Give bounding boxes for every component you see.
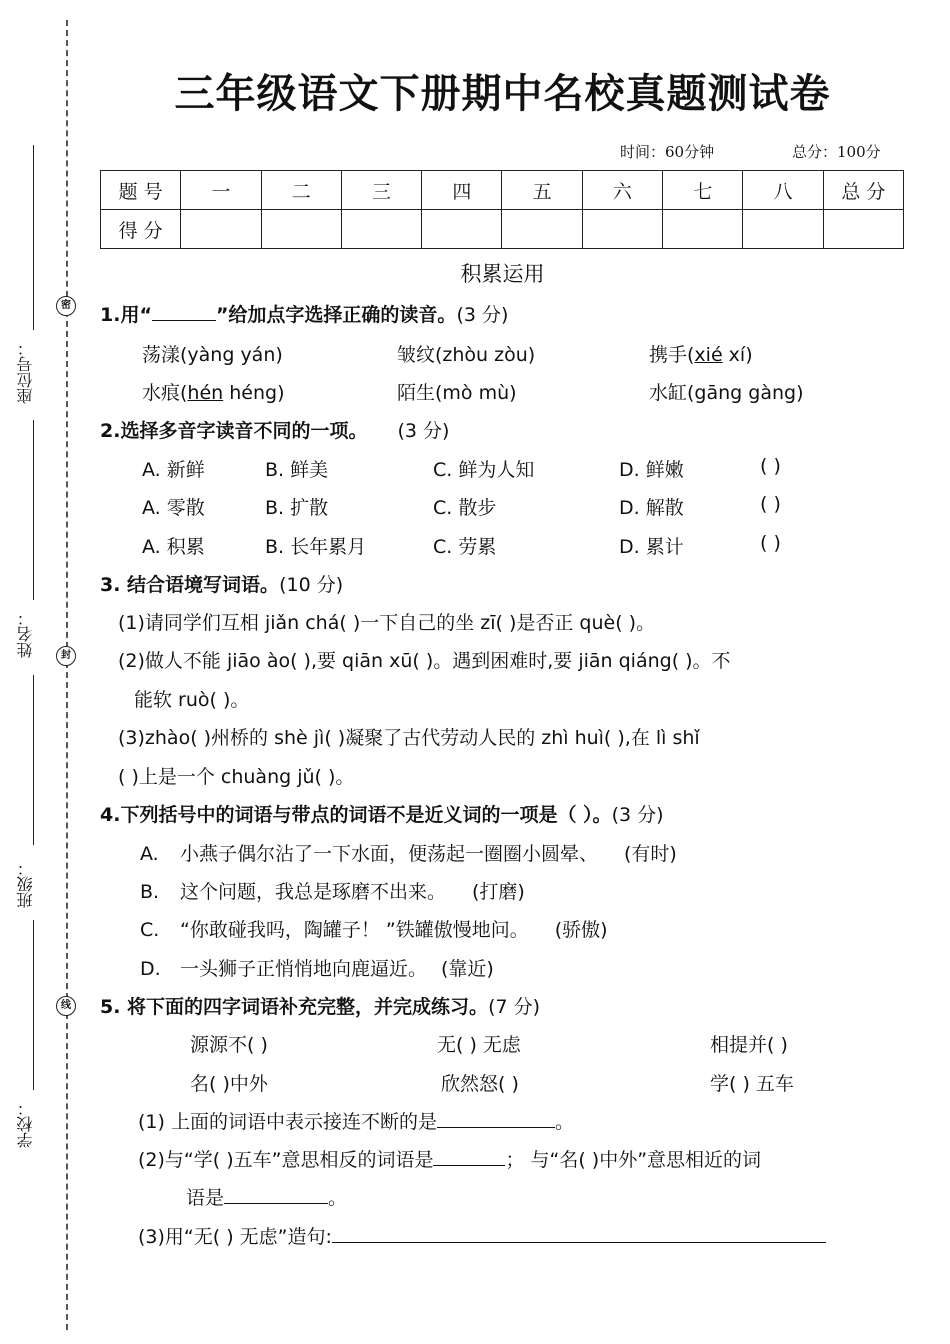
q2-option: B. 鲜美 xyxy=(265,459,329,481)
binding-dashed-line xyxy=(66,20,68,1330)
q4-option: C. “你敢碰我吗，陶罐子！ ”铁罐傲慢地问。 (骄傲) xyxy=(140,919,608,941)
score-row-label: 得 分 xyxy=(101,210,181,249)
q2-answer-slot[interactable]: ( ) xyxy=(760,493,781,515)
q4-option: D. 一头狮子正悄悄地向鹿逼近。 (靠近) xyxy=(140,958,494,980)
q1-points: (3 分) xyxy=(456,304,509,326)
score-header-cell: 题 号 xyxy=(101,171,181,210)
q3-title: 3. 结合语境写词语。(10 分) xyxy=(100,574,344,596)
name-line-top xyxy=(33,420,34,600)
q2-option: D. 鲜嫩 xyxy=(619,459,684,481)
class-label: 班级： xyxy=(16,860,35,908)
q5-sub2-cont: 语是 。 xyxy=(186,1187,348,1209)
exam-total: 总分：100分 xyxy=(792,143,881,161)
q4-option: B. 这个问题，我总是琢磨不出来。 (打磨) xyxy=(140,881,525,903)
q5-sub1: (1) 上面的词语中表示接连不断的是 。 xyxy=(138,1111,574,1133)
q3-line[interactable]: (2)做人不能 jiāo ào( ),要 qiān xū( )。遇到困难时,要 jiān qiáng( )。不 xyxy=(118,650,731,672)
score-header-cell: 三 xyxy=(341,171,421,210)
q1-item: 水缸(gāng gàng) xyxy=(649,382,804,404)
q1-item: 皱纹(zhòu zòu) xyxy=(397,344,536,366)
q2-option: C. 鲜为人知 xyxy=(433,459,535,481)
score-table-header-row xyxy=(101,171,904,210)
q1-title xyxy=(100,300,508,327)
q2-answer-slot[interactable]: ( ) xyxy=(760,455,781,477)
score-table-score-row xyxy=(101,210,904,249)
score-header-cell: 七 xyxy=(663,171,743,210)
q5-sub2: (2)与“学( )五车”意思相反的词语是 ； 与“名( )中外”意思相近的词 xyxy=(138,1149,762,1171)
q1-item: 携手(xié xí) xyxy=(649,344,753,366)
q4-title: 4.下列括号中的词语与带点的词语不是近义词的一项是（ ）。(3 分) xyxy=(100,804,664,826)
q5-word[interactable]: 学( ) 五车 xyxy=(710,1073,794,1095)
q1-title-blank xyxy=(152,302,216,321)
q2-title: 2.选择多音字读音不同的一项。 (3 分) xyxy=(100,420,450,442)
score-header-cell: 总 分 xyxy=(823,171,903,210)
school-line-top xyxy=(33,920,34,1090)
section-title: 积累运用 xyxy=(460,262,545,286)
q2-answer-slot[interactable]: ( ) xyxy=(760,532,781,554)
seat-number-line xyxy=(33,145,34,330)
seal-feng: 封 xyxy=(56,646,76,666)
score-cell[interactable] xyxy=(502,210,582,249)
score-header-cell: 八 xyxy=(743,171,823,210)
q3-line[interactable]: (1)请同学们互相 jiǎn chá( )一下自己的坐 zī( )是否正 què( )。 xyxy=(118,612,656,634)
score-table xyxy=(100,170,904,249)
q5-sub1-answer[interactable] xyxy=(437,1109,555,1128)
page-title: 三年级语文下册期中名校真题测试卷 xyxy=(174,70,831,117)
q5-sub3: (3)用“无( ) 无虑”造句: xyxy=(138,1222,826,1249)
score-header-cell: 二 xyxy=(261,171,341,210)
q2-option: B. 长年累月 xyxy=(265,536,367,558)
q2-option: A. 积累 xyxy=(142,536,205,558)
score-cell[interactable] xyxy=(823,210,903,249)
q3-line[interactable]: 能软 ruò( )。 xyxy=(134,689,250,711)
q2-option: D. 解散 xyxy=(619,497,684,519)
score-header-cell: 五 xyxy=(502,171,582,210)
q2-option: B. 扩散 xyxy=(265,497,329,519)
q5-word[interactable]: 名( )中外 xyxy=(190,1073,268,1095)
score-cell[interactable] xyxy=(181,210,261,249)
q5-word[interactable]: 欣然怒( ) xyxy=(441,1073,519,1095)
name-label: 姓名： xyxy=(16,610,35,658)
score-cell[interactable] xyxy=(582,210,662,249)
q1-title-a: 1.用“ xyxy=(100,304,152,326)
q1-item: 陌生(mò mù) xyxy=(397,382,517,404)
q2-option: C. 散步 xyxy=(433,497,497,519)
q1-item: 水痕(hén héng) xyxy=(142,382,285,404)
score-cell[interactable] xyxy=(341,210,421,249)
q5-sub2-answer-b[interactable] xyxy=(224,1185,328,1204)
score-cell[interactable] xyxy=(422,210,502,249)
q5-sub3-answer[interactable] xyxy=(332,1224,826,1243)
score-header-cell: 六 xyxy=(582,171,662,210)
q2-option: D. 累计 xyxy=(619,536,684,558)
q1-title-b: ”给加点字选择正确的读音。 xyxy=(215,304,457,326)
class-line-top xyxy=(33,675,34,845)
score-header-cell: 一 xyxy=(181,171,261,210)
school-label: 学校： xyxy=(16,1100,35,1148)
seal-xian: 线 xyxy=(56,996,76,1016)
q1-item: 荡漾(yàng yán) xyxy=(142,344,283,366)
q5-sub2-answer-a[interactable] xyxy=(433,1147,505,1166)
q3-line[interactable]: (3)zhào( )州桥的 shè jì( )凝聚了古代劳动人民的 zhì huì( ),在 lì shǐ xyxy=(118,727,700,749)
score-cell[interactable] xyxy=(743,210,823,249)
exam-time: 时间：60分钟 xyxy=(620,143,715,161)
q2-option: A. 新鲜 xyxy=(142,459,205,481)
score-cell[interactable] xyxy=(663,210,743,249)
score-cell[interactable] xyxy=(261,210,341,249)
q5-word[interactable]: 相提并( ) xyxy=(710,1034,788,1056)
seal-mi: 密 xyxy=(56,296,76,316)
q2-option: C. 劳累 xyxy=(433,536,497,558)
q4-option: A. 小燕子偶尔沾了一下水面，便荡起一圈圈小圆晕、 (有时) xyxy=(140,843,677,865)
q2-option: A. 零散 xyxy=(142,497,205,519)
q5-word[interactable]: 源源不( ) xyxy=(190,1034,268,1056)
q5-title: 5. 将下面的四字词语补充完整，并完成练习。(7 分) xyxy=(100,996,541,1018)
score-header-cell: 四 xyxy=(422,171,502,210)
q5-word[interactable]: 无( ) 无虑 xyxy=(437,1034,521,1056)
seat-number-label: 座位号： xyxy=(16,340,35,404)
q3-line[interactable]: ( )上是一个 chuàng jǔ( )。 xyxy=(118,766,355,788)
